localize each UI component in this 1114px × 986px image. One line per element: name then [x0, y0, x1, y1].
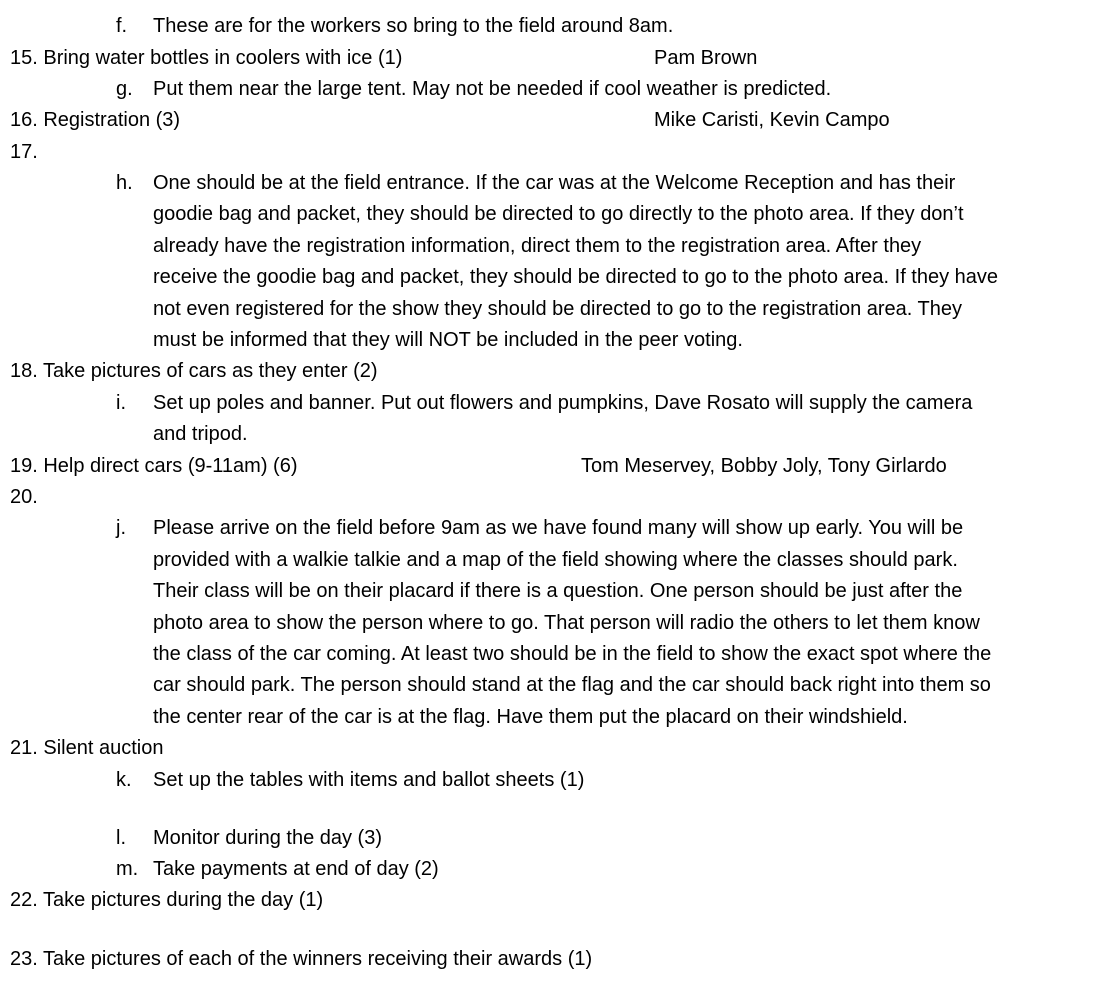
sub-item-letter: f.: [116, 15, 128, 37]
task-assignee: Tom Meservey, Bobby Joly, Tony Girlardo: [581, 455, 947, 477]
sub-item-text: Set up the tables with items and ballot sheets (1): [153, 769, 585, 791]
sub-item-text: Please arrive on the field before 9am as we have found many will show up early. You will be: [153, 517, 964, 539]
sub-item-text: These are for the workers so bring to the field around 8am.: [153, 15, 674, 37]
sub-item-text: the center rear of the car is at the flag. Have them put the placard on their windshield.: [153, 706, 908, 728]
task-item: 17.: [10, 141, 38, 163]
sub-item-letter: l.: [116, 827, 126, 849]
sub-item-letter: g.: [116, 78, 133, 100]
sub-item-text: car should park. The person should stand at the flag and the car should back right into them so: [153, 674, 991, 696]
sub-item-text: Their class will be on their placard if there is a question. One person should be just after the: [153, 580, 963, 602]
task-item: 15. Bring water bottles in coolers with ice (1): [10, 47, 403, 69]
sub-item-letter: h.: [116, 172, 133, 194]
sub-item-text: Set up poles and banner. Put out flowers and pumpkins, Dave Rosato will supply the camera: [153, 392, 973, 414]
sub-item-text: photo area to show the person where to go. That person will radio the others to let them know: [153, 612, 980, 634]
task-item: 23. Take pictures of each of the winners receiving their awards (1): [10, 948, 593, 970]
sub-item-text: the class of the car coming. At least two should be in the field to show the exact spot where the: [153, 643, 992, 665]
sub-item-text: goodie bag and packet, they should be directed to go directly to the photo area. If they don’t: [153, 203, 964, 225]
task-item: 20.: [10, 486, 38, 508]
sub-item-letter: i.: [116, 392, 126, 414]
sub-item-text: Monitor during the day (3): [153, 827, 383, 849]
task-item: 21. Silent auction: [10, 737, 164, 759]
sub-item-text: and tripod.: [153, 423, 248, 445]
task-assignee: Mike Caristi, Kevin Campo: [654, 109, 890, 131]
sub-item-text: Put them near the large tent. May not be needed if cool weather is predicted.: [153, 78, 832, 100]
sub-item-text: provided with a walkie talkie and a map of the field showing where the classes should park.: [153, 549, 958, 571]
task-item: 16. Registration (3): [10, 109, 181, 131]
task-item: 18. Take pictures of cars as they enter (2): [10, 360, 378, 382]
task-assignee: Pam Brown: [654, 47, 758, 69]
task-item: 19. Help direct cars (9-11am) (6): [10, 455, 298, 477]
sub-item-text: receive the goodie bag and packet, they should be directed to go to the photo area. If they have: [153, 266, 999, 288]
sub-item-letter: m.: [116, 858, 139, 880]
sub-item-text: already have the registration information, direct them to the registration area. After they: [153, 235, 922, 257]
sub-item-text: Take payments at end of day (2): [153, 858, 439, 880]
sub-item-letter: k.: [116, 769, 132, 791]
task-item: 22. Take pictures during the day (1): [10, 889, 324, 911]
sub-item-letter: j.: [116, 517, 126, 539]
sub-item-text: One should be at the field entrance. If the car was at the Welcome Reception and has their: [153, 172, 956, 194]
sub-item-text: not even registered for the show they should be directed to go to the registration area. They: [153, 298, 963, 320]
sub-item-text: must be informed that they will NOT be included in the peer voting.: [153, 329, 743, 351]
